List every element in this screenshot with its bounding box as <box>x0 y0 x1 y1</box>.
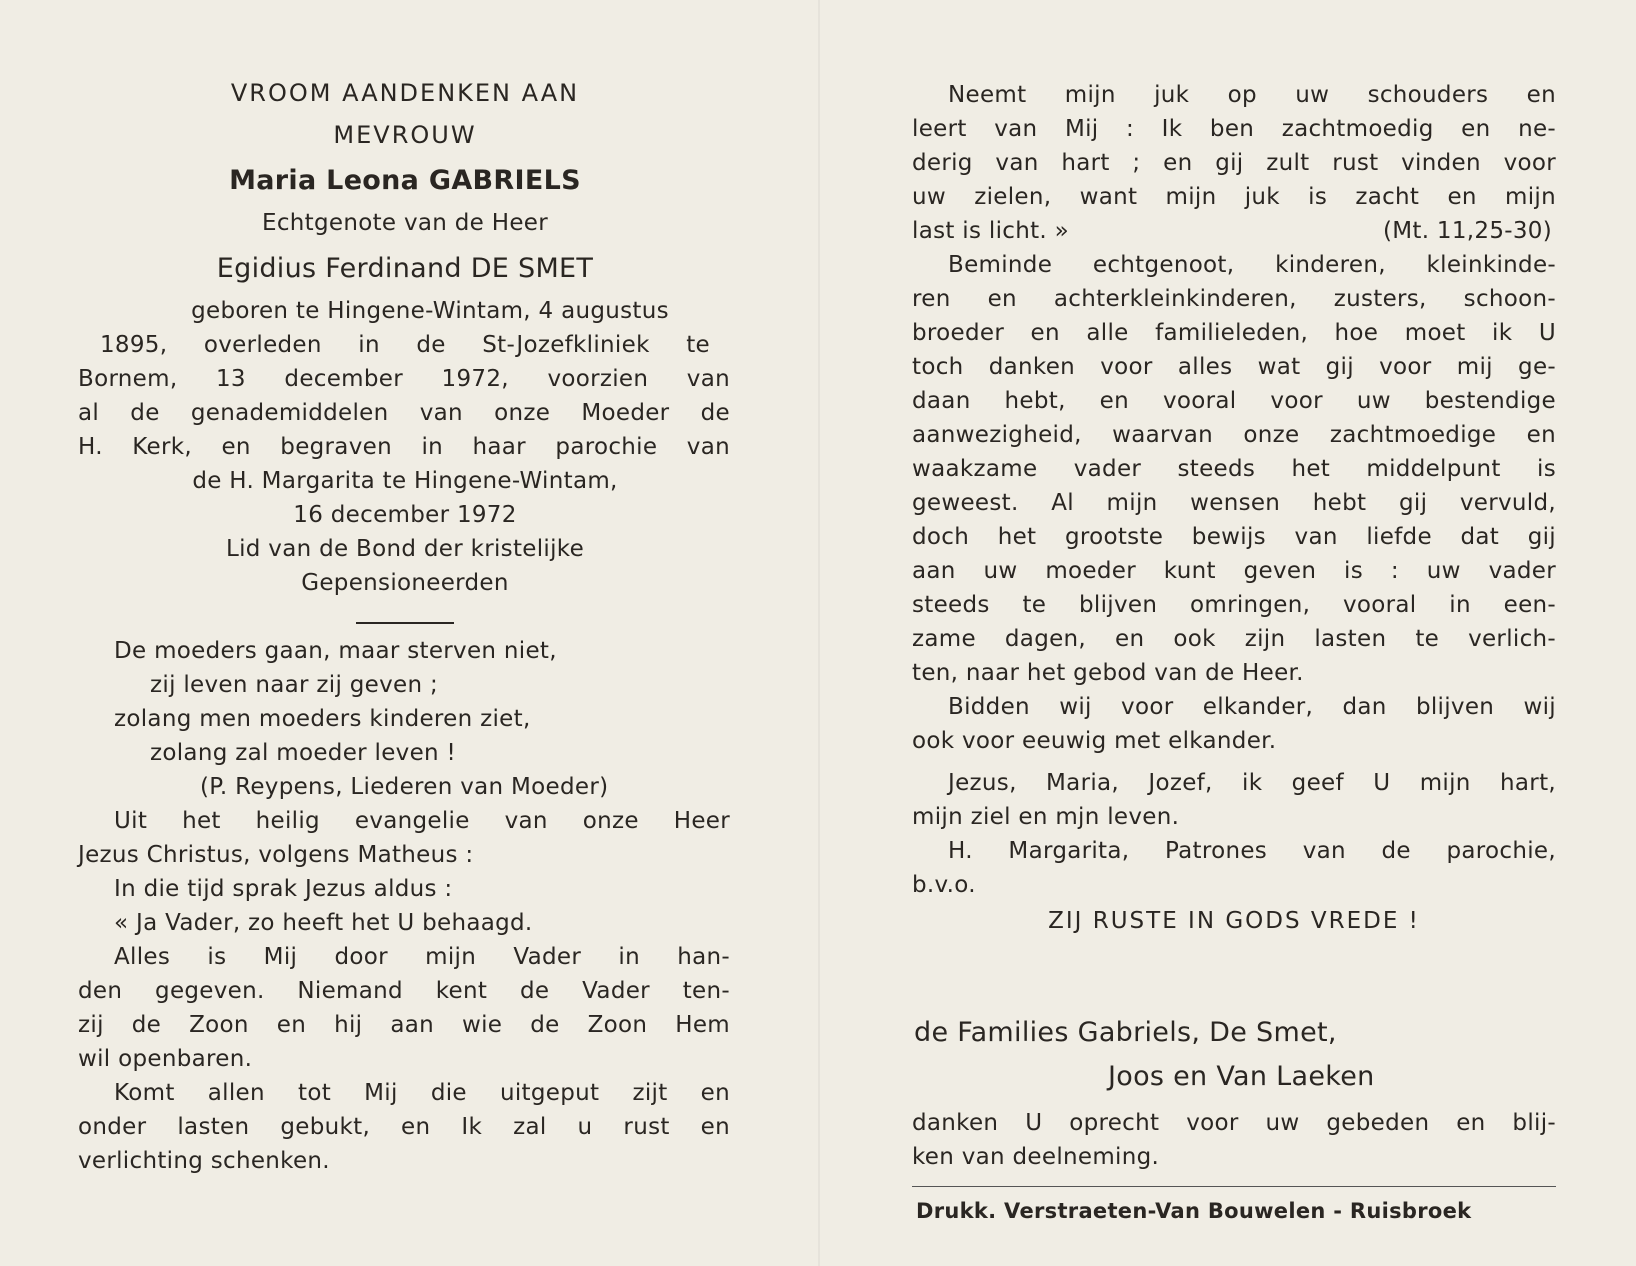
divider <box>356 622 454 624</box>
scripture-line: leert van Mij : Ik ben zachtmoedig en ne- <box>912 116 1556 142</box>
fold-line <box>818 0 820 1266</box>
bio-line: al de genademiddelen van onze Moeder de <box>78 400 730 426</box>
scripture-line: derig van hart ; en gij zult rust vinden voor <box>912 150 1556 176</box>
prayer-line: Bidden wij voor elkander, dan blijven wij <box>948 694 1556 720</box>
deceased-name: Maria Leona GABRIELS <box>229 165 581 196</box>
gospel-line: wil openbaren. <box>78 1046 253 1072</box>
poem-line: zolang zal moeder leven ! <box>150 740 457 766</box>
message-line: broeder en alle familieleden, hoe moet ik U <box>912 320 1556 346</box>
families-line1: de Families Gabriels, De Smet, <box>914 1017 1337 1048</box>
message-line: aanwezigheid, waarvan onze zachtmoedige en <box>912 422 1556 448</box>
scripture-line: Neemt mijn juk op uw schouders en <box>948 82 1556 108</box>
invocation-line: mijn ziel en mjn leven. <box>912 804 1180 830</box>
gospel-line: verlichting schenken. <box>78 1148 330 1174</box>
gospel-line: « Ja Vader, zo heeft het U behaagd. <box>114 910 533 936</box>
printer-rule <box>912 1186 1556 1187</box>
families-line2: Joos en Van Laeken <box>1108 1061 1375 1092</box>
gospel-line: Jezus Christus, volgens Matheus : <box>78 842 474 868</box>
printer-credit: Drukk. Verstraeten-Van Bouwelen - Ruisbroek <box>916 1199 1472 1223</box>
poem-line: De moeders gaan, maar sterven niet, <box>114 638 557 664</box>
bio-line: de H. Margarita te Hingene-Wintam, <box>192 468 618 494</box>
poem-line: zolang men moeders kinderen ziet, <box>114 706 531 732</box>
message-line: doch het grootste bewijs van liefde dat gij <box>912 524 1556 550</box>
message-line: ren en achterkleinkinderen, zusters, schoon- <box>912 286 1556 312</box>
thanks-line: ken van deelneming. <box>912 1144 1160 1170</box>
bio-line: 16 december 1972 <box>293 502 517 528</box>
spouse-intro: Echtgenote van de Heer <box>262 210 548 236</box>
rest-in-peace: ZIJ RUSTE IN GODS VREDE ! <box>1048 908 1420 934</box>
message-line: steeds te blijven omringen, vooral in een- <box>912 592 1556 618</box>
gospel-line: den gegeven. Niemand kent de Vader ten- <box>78 978 730 1004</box>
message-line: Beminde echtgenoot, kinderen, kleinkinde- <box>948 252 1556 278</box>
heading-line1: VROOM AANDENKEN AAN <box>230 79 580 107</box>
gospel-line: Komt allen tot Mij die uitgeput zijt en <box>114 1080 730 1106</box>
heading-line2: MEVROUW <box>333 121 477 149</box>
gospel-line: Alles is Mij door mijn Vader in han- <box>114 944 730 970</box>
message-line: geweest. Al mijn wensen hebt gij vervuld, <box>912 490 1556 516</box>
message-line: aan uw moeder kunt geven is : uw vader <box>912 558 1556 584</box>
bio-line: Bornem, 13 december 1972, voorzien van <box>78 366 730 392</box>
message-line: ten, naar het gebod van de Heer. <box>912 660 1304 686</box>
message-line: daan hebt, en vooral voor uw bestendige <box>912 388 1556 414</box>
gospel-line: onder lasten gebukt, en Ik zal u rust en <box>78 1114 730 1140</box>
message-line: waakzame vader steeds het middelpunt is <box>912 456 1556 482</box>
poem-attribution: (P. Reypens, Liederen van Moeder) <box>200 774 609 800</box>
spouse-name: Egidius Ferdinand DE SMET <box>216 253 594 284</box>
message-line: zame dagen, en ook zijn lasten te verlich- <box>912 626 1556 652</box>
gospel-line: zij de Zoon en hij aan wie de Zoon Hem <box>78 1012 730 1038</box>
scripture-reference: (Mt. 11,25-30) <box>1382 218 1552 244</box>
thanks-line: danken U oprecht voor uw gebeden en blij- <box>912 1110 1556 1136</box>
bio-line: H. Kerk, en begraven in haar parochie van <box>78 434 730 460</box>
gospel-line: In die tijd sprak Jezus aldus : <box>114 876 453 902</box>
poem-line: zij leven naar zij geven ; <box>150 672 438 698</box>
patron-line: H. Margarita, Patrones van de parochie, <box>948 838 1556 864</box>
bio-line: geboren te Hingene-Wintam, 4 augustus <box>191 298 669 324</box>
prayer-line: ook voor eeuwig met elkander. <box>912 728 1277 754</box>
gospel-line: Uit het heilig evangelie van onze Heer <box>114 808 730 834</box>
patron-line: b.v.o. <box>912 872 976 898</box>
scripture-line: last is licht. » <box>912 218 1069 244</box>
invocation-line: Jezus, Maria, Jozef, ik geef U mijn hart, <box>948 770 1556 796</box>
message-line: toch danken voor alles wat gij voor mij ge- <box>912 354 1556 380</box>
bio-line: Gepensioneerden <box>301 570 509 596</box>
scripture-line: uw zielen, want mijn juk is zacht en mijn <box>912 184 1556 210</box>
bio-line: 1895, overleden in de St-Jozefkliniek te <box>100 332 710 358</box>
bio-line: Lid van de Bond der kristelijke <box>225 536 585 562</box>
